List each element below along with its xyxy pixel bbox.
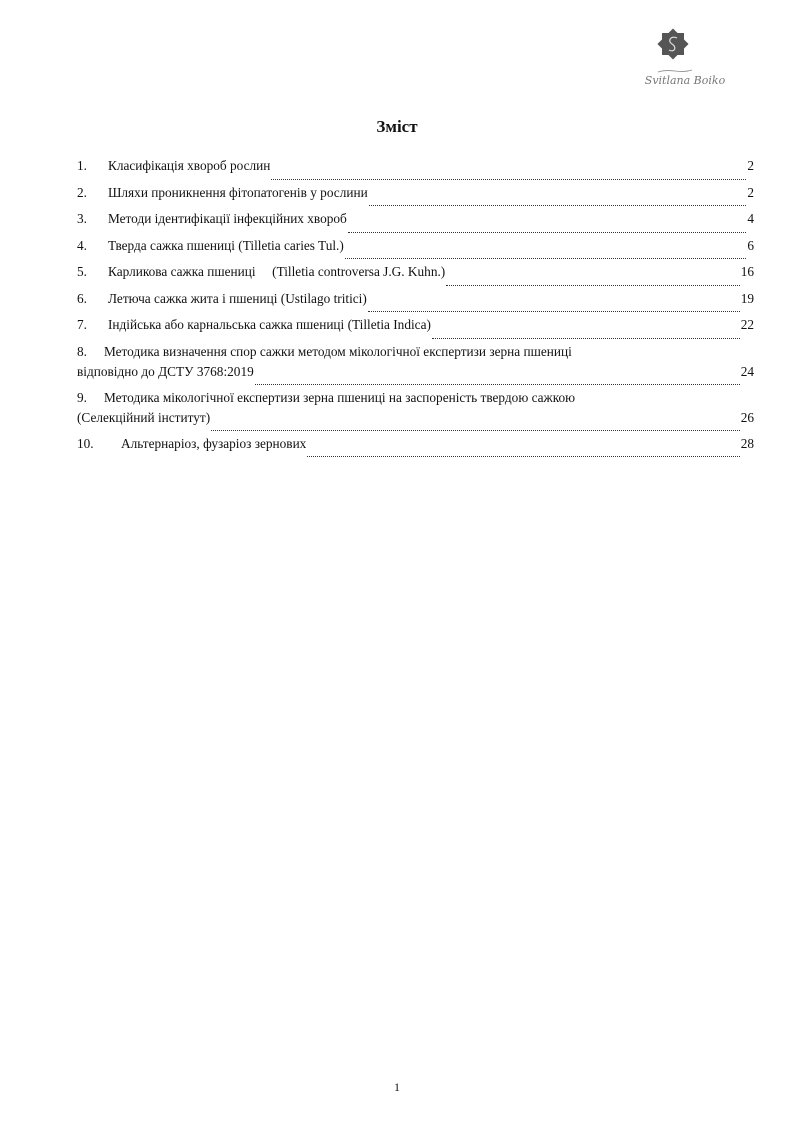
author-logo <box>630 28 740 90</box>
toc-entry[interactable] <box>77 291 754 318</box>
toc-title[interactable]: Карликова сажка пшениці (Tilletia controversa J.G. Kuhn.) <box>108 264 446 279</box>
toc-number: 4. <box>77 237 87 253</box>
toc-entry[interactable] <box>77 211 754 238</box>
toc-title[interactable]: Методи ідентифікації інфекційних хвороб <box>108 211 347 226</box>
toc-number: 5. <box>77 264 87 279</box>
toc-title[interactable]: Летюча сажка жита і пшениці (Ustilago tritici) <box>108 290 367 306</box>
toc-title[interactable]: Класифікація хвороб рослин <box>108 158 271 173</box>
toc-number: 3. <box>77 211 87 226</box>
toc-title-continued[interactable]: відповідно до ДСТУ 3768:2019 <box>77 363 254 379</box>
toc-number: 7. <box>77 317 87 332</box>
toc-entry[interactable] <box>77 185 754 212</box>
toc-page: 22 <box>740 317 754 332</box>
toc-entry[interactable] <box>77 390 754 436</box>
toc-number: 6. <box>77 290 87 306</box>
page-number: 1 <box>394 1080 400 1094</box>
toc-leader <box>446 285 739 286</box>
toc-leader <box>211 430 740 431</box>
toc-title[interactable]: Тверда сажка пшениці (Tilletia caries Tul.) <box>108 237 344 253</box>
toc-entry[interactable] <box>77 344 754 390</box>
toc-page: 19 <box>740 290 754 306</box>
toc-entry[interactable] <box>77 264 754 291</box>
toc-page: 4 <box>747 211 754 226</box>
toc-title[interactable]: Методика визначення спор сажки методом мікологічної експертизи зерна пшениці <box>104 343 572 359</box>
s-monogram-star-icon <box>630 28 740 90</box>
toc-number: 2. <box>77 184 87 200</box>
toc-page: 6 <box>747 237 754 253</box>
toc-leader <box>432 338 740 339</box>
page-title: Зміст <box>376 117 418 136</box>
logo-signature: Svitlana Boiko <box>644 74 726 87</box>
toc-leader <box>345 258 747 259</box>
toc-number: 8. <box>77 343 87 359</box>
toc-number: 9. <box>77 389 87 405</box>
toc-page: 2 <box>747 184 754 200</box>
table-of-contents <box>77 158 754 462</box>
toc-title[interactable]: Методика мікологічної експертизи зерна пшениці на заспореність твердою сажкою <box>104 389 576 405</box>
toc-title[interactable]: Альтернаріоз, фузаріоз зернових <box>121 435 307 451</box>
toc-leader <box>369 205 747 206</box>
toc-entry[interactable] <box>77 436 754 463</box>
toc-number: 10. <box>77 435 94 451</box>
toc-entry[interactable] <box>77 317 754 344</box>
toc-leader <box>271 179 746 180</box>
toc-page: 24 <box>740 363 754 379</box>
toc-leader <box>307 456 739 457</box>
toc-leader <box>368 311 740 312</box>
toc-entry[interactable] <box>77 238 754 265</box>
toc-page: 16 <box>740 264 754 279</box>
toc-number: 1. <box>77 158 87 173</box>
toc-page: 2 <box>747 158 754 173</box>
toc-title-continued[interactable]: (Селекційний інститут) <box>77 409 211 425</box>
toc-leader <box>348 232 747 233</box>
toc-title[interactable]: Шляхи проникнення фітопатогенів у рослини <box>108 184 368 200</box>
toc-page: 28 <box>740 435 754 451</box>
toc-entry[interactable] <box>77 158 754 185</box>
toc-title[interactable]: Індійська або карнальська сажка пшениці (Tilletia Indica) <box>108 317 431 332</box>
toc-page: 26 <box>740 409 754 425</box>
toc-leader <box>255 384 740 385</box>
